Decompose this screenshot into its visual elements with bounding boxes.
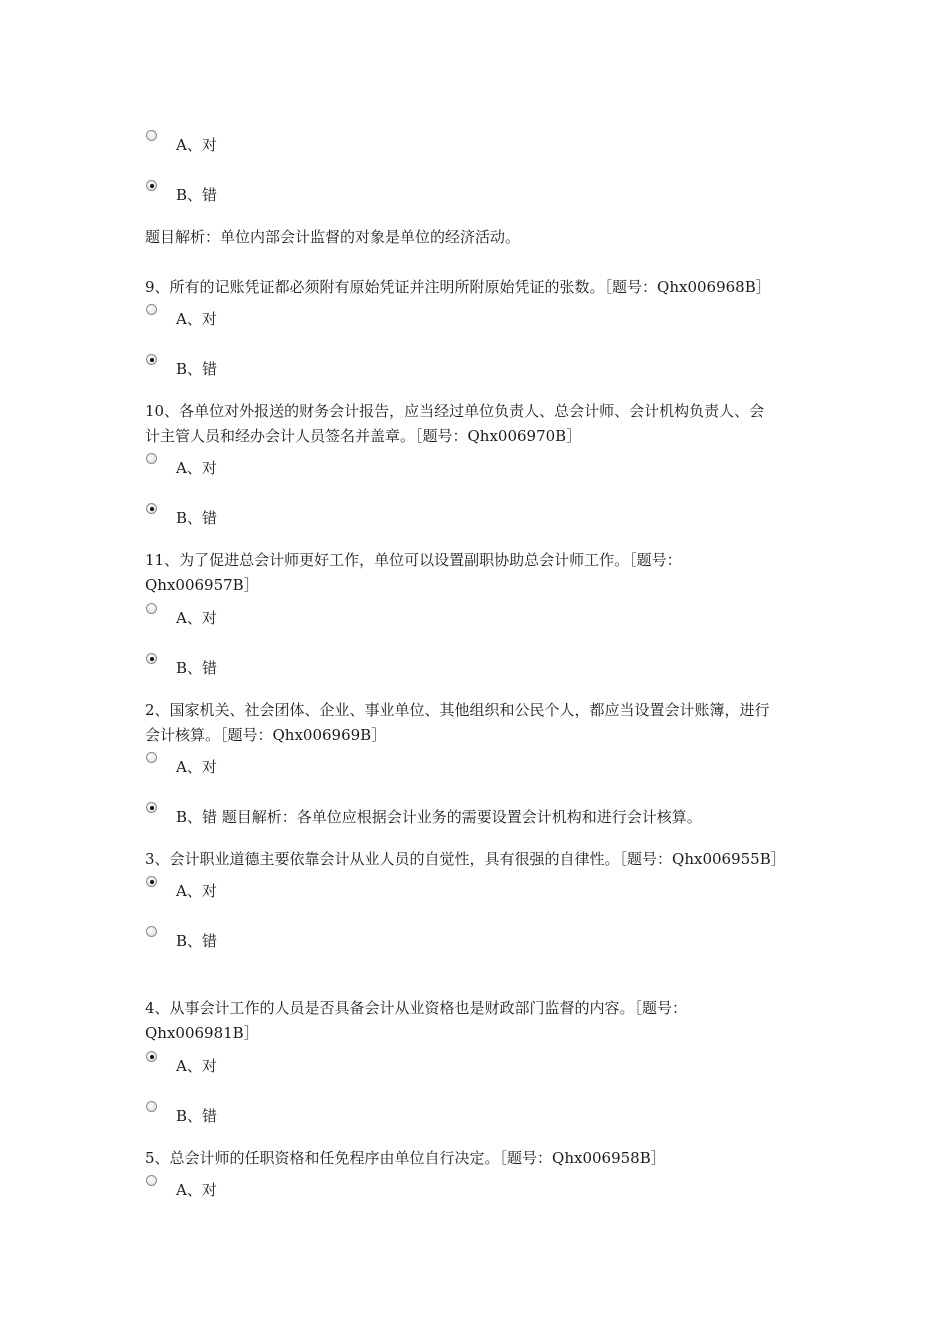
option-a-label: A、对: [176, 882, 217, 900]
question-5: 5、总会计师的任职资格和任免程序由单位自行决定。［题号：Qhx006958B］: [145, 1149, 666, 1167]
option-a-label: A、对: [176, 609, 217, 627]
option-a-label: A、对: [176, 1057, 217, 1075]
option-a-label: A、对: [176, 758, 217, 776]
option-b-label-with-analysis: B、错 题目解析：各单位应根据会计业务的需要设置会计机构和进行会计核算。: [176, 808, 702, 826]
question-9: 9、所有的记账凭证都必须附有原始凭证并注明所附原始凭证的张数。［题号：Qhx006968B］: [145, 278, 771, 296]
radio-option-a[interactable]: [146, 1175, 157, 1186]
analysis-text: 题目解析：单位内部会计监督的对象是单位的经济活动。: [145, 228, 521, 246]
radio-option-b[interactable]: [146, 180, 157, 191]
radio-option-a[interactable]: [146, 1051, 157, 1062]
radio-option-a[interactable]: [146, 304, 157, 315]
option-b-label: B、错: [176, 1107, 218, 1125]
radio-option-a[interactable]: [146, 603, 157, 614]
radio-option-a[interactable]: [146, 752, 157, 763]
radio-option-b[interactable]: [146, 653, 157, 664]
question-4-line-1: 4、从事会计工作的人员是否具备会计从业资格也是财政部门监督的内容。［题号：: [145, 999, 688, 1017]
radio-option-a[interactable]: [146, 130, 157, 141]
option-a-label: A、对: [176, 136, 217, 154]
radio-option-b[interactable]: [146, 503, 157, 514]
option-b-label: B、错: [176, 932, 218, 950]
radio-option-b[interactable]: [146, 1101, 157, 1112]
question-11-line-2: Qhx006957B］: [145, 576, 259, 594]
option-b-label: B、错: [176, 659, 218, 677]
radio-option-a[interactable]: [146, 876, 157, 887]
question-10-line-1: 10、各单位对外报送的财务会计报告，应当经过单位负责人、总会计师、会计机构负责人、会: [145, 402, 765, 420]
question-11-line-1: 11、为了促进总会计师更好工作，单位可以设置副职协助总会计师工作。［题号：: [145, 551, 682, 569]
option-a-label: A、对: [176, 1181, 217, 1199]
radio-option-b[interactable]: [146, 926, 157, 937]
question-4-line-2: Qhx006981B］: [145, 1024, 259, 1042]
question-10-line-2: 计主管人员和经办会计人员签名并盖章。［题号：Qhx006970B］: [145, 427, 582, 445]
radio-option-b[interactable]: [146, 802, 157, 813]
question-2-line-2: 会计核算。［题号：Qhx006969B］: [145, 726, 387, 744]
radio-option-b[interactable]: [146, 354, 157, 365]
option-b-label: B、错: [176, 186, 218, 204]
option-b-label: B、错: [176, 509, 218, 527]
option-a-label: A、对: [176, 459, 217, 477]
question-2-line-1: 2、国家机关、社会团体、企业、事业单位、其他组织和公民个人，都应当设置会计账簿，进行: [145, 701, 770, 719]
option-a-label: A、对: [176, 310, 217, 328]
radio-option-a[interactable]: [146, 453, 157, 464]
question-3: 3、会计职业道德主要依靠会计从业人员的自觉性，具有很强的自律性。［题号：Qhx006955B］: [145, 850, 786, 868]
option-b-label: B、错: [176, 360, 218, 378]
